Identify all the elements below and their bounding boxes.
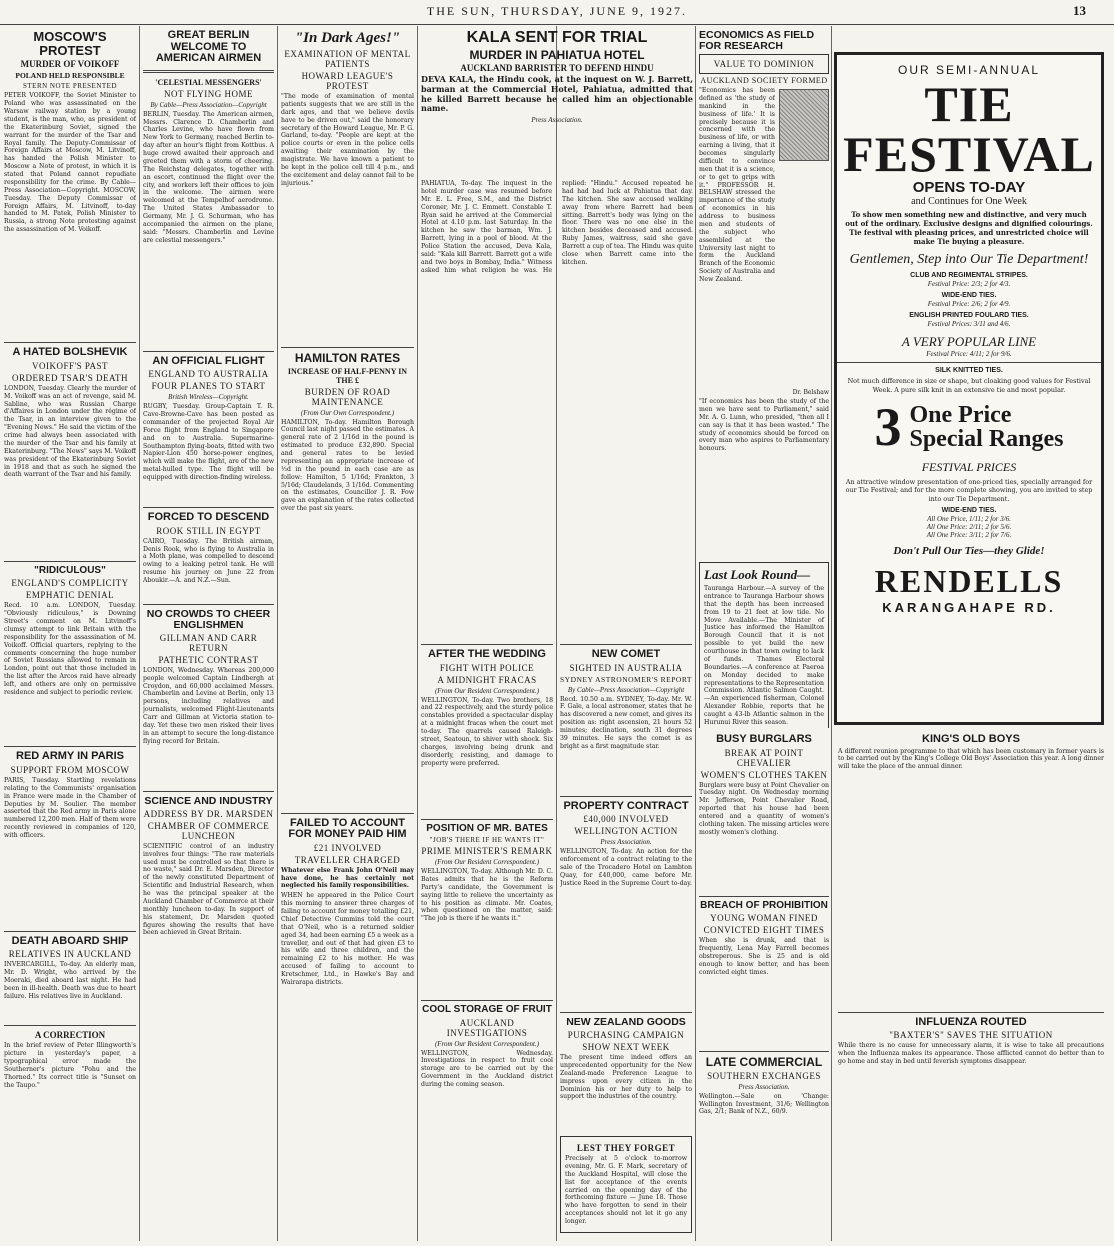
headline-ridiculous: "RIDICULOUS" — [34, 564, 106, 576]
column-rule — [277, 26, 278, 1241]
headline-late-commercial: LATE COMMERCIAL — [705, 1055, 823, 1070]
article-body: PAHIATUA, To-day. The inquest in the hotel murder case was resumed before Mr. E. L. Free, S.M., and the District Coroner, Mr. J. C. Emmett. Constable T. Ryan said he arrived at the Commercial Hotel at 4.10 p.m. last Saturday. In the kitchen he saw the barman, Wm. J. Barrett, lying in a pool of blood. At the Police Station the accused, Deva Kala, said: "Kala kill Barrett. Barrett got a wife and two boys in Bombay, India." Witness asked him what religion he was. He replied: "Hindu." Accused repeated he had had bad luck at Pahiatua that day. The kitchen. She saw accused walking away from where Barrett had been sitting. Barrett's body was lying on the floor. There was no one else in the kitchen besides deceased and accused. Ruby James, waitress, said she gave Barrett a cup of tea. The Hindu was quite close when Barrett came into the kitchen. — [421, 180, 693, 274]
lower-right-right-col — [838, 732, 1104, 1240]
subhead: VALUE TO DOMINION — [713, 59, 815, 70]
box-body: Tauranga Harbour.—A survey of the entrance to Tauranga Harbour shows that the depth has been increased from 19 to 21 feet at low tide. No Move Available.—The Minister of Justice has informed the Hamilton Borough Council that it is not possible to yet build the new courthouse in that town owing to lack of funds. Thames Electoral Boundaries.—A conference at Paeroa on Monday decided to make representations to the Representation Commission. Atlantic Salmon Caught.—An experienced fisherman, Colonel Alexander Robbie, reports that he caught a 43-lb Atlantic salmon in the Hurunui River this season. — [704, 585, 824, 726]
divider — [281, 813, 414, 814]
ad-body: Not much difference in size or shape, but cloaking good values for Festival Week. A pure silk knit in an extensive tie and most popular. — [847, 377, 1091, 394]
ad-price: Festival Price: 2/6; 2 for 4/9. — [927, 300, 1011, 309]
divider — [560, 644, 692, 645]
divider — [421, 644, 553, 645]
byline: (From Our Resident Correspondent.) — [434, 1039, 540, 1048]
column-rule — [139, 26, 140, 1241]
subhead: SYDNEY ASTRONOMER'S REPORT — [560, 674, 692, 684]
column-5-lower — [560, 640, 692, 1240]
ad-slogan: Don't Pull Our Ties—they Glide! — [893, 545, 1045, 558]
masthead-title: THE SUN, THURSDAY, JUNE 9, 1927. — [426, 4, 688, 18]
column-1 — [4, 28, 136, 1242]
headline-hamilton-rates: HAMILTON RATES — [294, 351, 401, 365]
ad-heading: OUR SEMI-ANNUAL — [897, 63, 1040, 77]
divider — [143, 70, 274, 73]
headline-no-crowds: NO CROWDS TO CHEER ENGLISHMEN — [146, 607, 271, 631]
divider — [421, 1000, 553, 1001]
subhead: VOIKOFF'S PAST — [31, 360, 109, 371]
headline-death-aboard-ship: DEATH ABOARD SHIP — [11, 934, 129, 947]
ad-special-ranges: Special Ranges — [909, 426, 1064, 453]
subhead: CHAMBER OF COMMERCE LUNCHEON — [147, 820, 270, 841]
ad-price: Festival Price: 2/3; 2 for 4/3. — [927, 280, 1011, 289]
subhead: HOWARD LEAGUE'S PROTEST — [301, 71, 394, 91]
article-lead: DEVA KALA, the Hindu cook, at the inquest on W. J. Barrett, barman at the Commercial Hotel, Pahiatua, admitted that he killed Barrett because he called him an objectionable name. — [421, 74, 693, 114]
headline-berlin-welcome: GREAT BERLIN WELCOME TO AMERICAN AIRMEN — [155, 29, 262, 65]
article-body: "Economics has been defined as 'the study of mankind in the business of life.' It is precisely because it is concerned with the business of life, or with earning a living, that it becomes singularly difficult to convince men that it is a science, or to get to grips with it." PROFESSOR H. BELSHAW stressed the importance of the study of economics in his address to business men and students of the subject who assembled at the University last night to form the Auckland Branch of the Economic Society of Australia and New Zealand. — [699, 87, 775, 284]
subhead: ENGLAND TO AUSTRALIA — [148, 369, 269, 380]
column-6 — [699, 28, 829, 728]
divider — [4, 931, 136, 932]
subhead: YOUNG WOMAN FINED — [710, 913, 818, 924]
ad-price: All One Price, 1/11; 2 for 3/6. — [927, 515, 1011, 524]
subhead: PATHETIC CONTRAST — [158, 654, 259, 665]
byline: (From Our Resident Correspondent.) — [434, 858, 540, 867]
headline-kings-old-boys: KING'S OLD BOYS — [922, 733, 1020, 745]
subhead: AUCKLAND INVESTIGATIONS — [446, 1017, 528, 1038]
ad-subtitle: OPENS TO-DAY — [912, 179, 1026, 196]
headline-dark-ages: "In Dark Ages!" — [294, 30, 401, 46]
subhead: £21 INVOLVED — [313, 842, 382, 853]
headline-hated-bolshevik: A HATED BOLSHEVIK — [12, 346, 128, 359]
article-body: WELLINGTON, To-day. Two brothers, 18 and 22 respectively, and the sturdy police constables provided a spectacular display at a midnight fracas when the court met to-day. The quarrels caused Raleigh-street, Seatoun, to shiver with shock. Six charges, involving being drunk and disorderly, resisting, and damage to property were preferred. — [421, 696, 553, 767]
subhead: ORDERED TSAR'S DEATH — [12, 372, 128, 383]
subhead: BREAK AT POINT CHEVALIER — [724, 747, 804, 768]
subhead: ENGLAND'S COMPLICITY — [11, 578, 129, 589]
headline-kala-sent-for-trial: KALA SENT FOR TRIAL — [466, 29, 648, 46]
portrait-image — [779, 89, 829, 161]
divider — [4, 561, 136, 562]
headline-correction: A CORRECTION — [34, 1030, 106, 1041]
subhead: FIGHT WITH POLICE — [439, 662, 535, 673]
headline-forced-to-descend: FORCED TO DESCEND — [147, 511, 270, 524]
subhead: BURDEN OF ROAD MAINTENANCE — [304, 386, 391, 407]
byline: (From Our Resident Correspondent.) — [434, 686, 540, 695]
masthead — [0, 0, 1114, 25]
subhead: SIGHTED IN AUSTRALIA — [569, 662, 683, 673]
article-body: PETER VOIKOFF, the Soviet Minister to Poland who was assassinated on the Warsaw railway station by a young student, is the man, who, as president of the Ekaterinburg Soviet, signed the warrant for the murder of the Tsar and Royal family. The Deputy-Commissar of Foreign Affairs at Moscow, M. Litvinoff, has handed the Polish Minister to Moscow a Note of protest, in which it is stated that Poland cannot repudiate responsibility for the crime. By Cable—Press Association—Copyright. MOSCOW, Tuesday. The Deputy Commissar of Foreign Affairs, M. Litvinoff, to-day handed to M. Patek, Polish Minister to Russia, a strong Note protesting against the assassination of M. Voikoff. — [4, 92, 136, 234]
article-body: WELLINGTON, Wednesday. Investigations in respect to fruit cool storage are to be carried out by the Government in the Auckland district during the coming season. — [421, 1049, 553, 1089]
subhead: NOT FLYING HOME — [164, 88, 253, 99]
subhead: A MIDNIGHT FRACAS — [437, 674, 537, 685]
ad-price: All One Price: 2/11; 2 for 5/6. — [926, 523, 1012, 532]
kala-body — [421, 178, 693, 638]
byline: Press Association. — [600, 838, 652, 847]
subhead: "BAXTER'S" SAVES THE SITUATION — [889, 1030, 1053, 1041]
subhead: PRIME MINISTER'S REMARK — [421, 846, 553, 857]
article-body: HAMILTON, To-day. Hamilton Borough Council last night passed the estimates. A general rate of 2 1/16d in the pound is estimated to produce £32,890. Special and general rates to be levied representing an appropriate increase of ½d in the pound in each case are as follow: Hamilton, 5 1/16d; Frankton, 3 5/16d; Claudelands, 3 1/16d. Commenting on the estimates, Councillor J. R. Fow gave an explanation of the rates collected over the past six years. — [281, 418, 414, 513]
subhead: CONVICTED EIGHT TIMES — [703, 925, 825, 936]
ad-price: Festival Prices: 3/11 and 4/6. — [927, 320, 1011, 329]
ad-subtitle: and Continues for One Week — [911, 196, 1027, 207]
article-body: CAIRO, Tuesday. The British airman, Denis Rook, who is flying to Australia in a Moth plane, was compelled to descend owing to a leaking petrol tank. He will resume his journey on June 22 from Aboukir.—A. and N.Z.—Sun. — [143, 537, 274, 585]
ad-section-title: WIDE-END TIES. — [941, 507, 997, 515]
headline-moscow-protest: MOSCOW'S PROTEST — [33, 29, 107, 58]
article-body: LONDON, Tuesday. Clearly the murder of M. Voikoff was an act of revenge, said M. Sabline, who was Russian Charge d'Affaires in London under the régime of the Tsar, in an interview given to the "Evening News." He said the victim of the crime had always been associated with the murder of the Tsar and his family at Ekaterinburg. "The News" says M. Voikoff was president of the Ekaterinburg Soviet in 1918 and that as such he signed the death warrant of the Tsar and his family. — [4, 384, 136, 479]
article-body: BERLIN, Tuesday. The American airmen, Messrs. Clarence D. Chamberlin and Charles Levine, who have flown from New York to Germany, reached Berlin to-day after an hour's flight from Kottbus. A huge crowd awaited their approach and greeted them with a storm of cheering. The Reichstag delegates, together with an escort, continued the flight over the city, and workers left their offices to join in the welcome. The airmen were welcomed at the Tempelhof aerodrome. The United States Ambassador to Germany, Mr. J. G. Schurman, who has accompanied the airmen on the plane, said: "Messrs. Chamberlin and Levine are celestial messengers." — [143, 110, 274, 244]
column-rule — [417, 26, 418, 1241]
ad-price: All One Price: 3/11; 2 for 7/6. — [926, 531, 1012, 540]
article-body: WELLINGTON, To-day. Although Mr. D. C. Bates admits that he is the Reform Party's candidate, the Government is saying little to relieve the uncertainty as to his position as climate. Mr. Coates, when questioned on the matter, said: "The job is there if he wants it." — [421, 868, 553, 923]
article-body: RUGBY, Tuesday. Group-Captain T. R. Cave-Browne-Cave has been posted as commander of the projected Royal Air Force flight from England to Singapore and on to Australia. Supermarine-Southampton flying-boats, fitted with two Napier-Lion 450 horse-power engines, which will make the flight, are of the new metal-hulled type. The flight will be equipped with direction-finding wireless. — [143, 403, 274, 482]
divider — [4, 746, 136, 747]
subhead: MURDER OF VOIKOFF — [20, 59, 120, 70]
article-body: The present time indeed offers an unprecedented opportunity for the New Zealand-made Preference League to impress upon every citizen in the Dominion his or her duty to help to support the industries of the country. — [560, 1054, 692, 1101]
kala-header — [421, 28, 693, 178]
ad-intro: To show men something new and distinctive, and very much out of the ordinary. Exclusive designs and dignified colourings. Tie festival with pleasing prices, and unrestricted choice will make Tie buying a pleasure. — [845, 210, 1093, 247]
subhead: ROOK STILL IN EGYPT — [156, 525, 261, 536]
article-body: PARIS, Tuesday. Startling revelations relating to the Communists' organisation in France were made in the Chamber of Deputies by M. Soulier. The member asserted that the Red army in Paris alone numbered 12,200 men. Half of them were recently reviewed in companies of 120, with officers. — [4, 776, 136, 839]
article-body: WHEN he appeared in the Police Court this morning to answer three charges of failing to account for money totalling £21, Chief Detective Cummins told the court that O'Neil, who is a returned soldier aged 34, had been earning £5 a week as a traveller, and out of that had given £3 to his wife and three children, and the remaining £2 to his mother. He was accused of failing to account to Kretschmer, Ltd., in Hawke's Bay and Wairarapa districts. — [281, 892, 414, 986]
headline-influenza-routed: INFLUENZA ROUTED — [915, 1015, 1027, 1028]
ad-festival-prices: FESTIVAL PRICES — [921, 460, 1017, 475]
subhead: GILLMAN AND CARR RETURN — [159, 632, 258, 653]
headline-nz-goods: NEW ZEALAND GOODS — [566, 1016, 686, 1029]
headline-red-army: RED ARMY IN PARIS — [16, 750, 124, 763]
divider — [143, 351, 274, 352]
column-rule — [695, 26, 696, 1241]
subhead: SUPPORT FROM MOSCOW — [10, 764, 130, 775]
divider — [143, 604, 274, 605]
subhead: SHOW NEXT WEEK — [582, 1042, 670, 1053]
subhead: RELATIVES IN AUCKLAND — [8, 949, 132, 960]
subhead: "JOB'S THERE IF HE WANTS IT" — [429, 836, 545, 845]
article-body: Recd. 10.50 a.m. SYDNEY, To-day. Mr. W. F. Gale, a local astronomer, states that he has discovered a new comet, and gives its position as: right ascension, 21 hours 52 minutes; declination, south 31 degrees 39 minutes. He says the comet is as bright as a first magnitude star. — [560, 695, 692, 750]
headline-economics: ECONOMICS AS FIELD FOR RESEARCH — [699, 29, 815, 53]
divider — [143, 507, 274, 508]
headline-new-comet: NEW COMET — [591, 648, 661, 660]
column-rule — [831, 26, 832, 1241]
ad-address: KARANGAHAPE RD. — [882, 600, 1056, 616]
article-body: While there is no cause for unnecessary alarm, it is wise to take all precautions when the Influenza makes its appearance. Those afflicted cannot do better than to go home and stay in bed until feverish symptoms disappear. — [838, 1042, 1104, 1065]
article-lead: Whatever else Frank John O'Neil may have done, he has certainly not neglected his family responsibilities. — [281, 866, 414, 890]
box-body: Precisely at 5 o'clock to-morrow evening, Mr. G. F. Mark, secretary of the Auckland Hospital, will close the list for acceptance of the events carried on the opening day of the forthcoming fixture — June 18. Those who have forgotten to send in their acceptances should not let it go any longer. — [565, 1155, 687, 1226]
headline-after-the-wedding: AFTER THE WEDDING — [428, 648, 546, 660]
subhead: AUCKLAND BARRISTER TO DEFEND HINDU — [460, 63, 654, 74]
subhead: POLAND HELD RESPONSIBLE — [15, 71, 125, 81]
headline-cool-storage: COOL STORAGE OF FRUIT — [422, 1004, 552, 1016]
ad-popular-line: A VERY POPULAR LINE — [901, 334, 1037, 350]
ad-store-name: RENDELLS — [874, 563, 1064, 600]
article-body: In the brief review of Peter Illingworth's picture in yesterday's paper, a typographical error made the Southerner's picture "Pohu and the Thorned." Its correct title is "Sunset on the Taupo." — [4, 1042, 136, 1089]
article-body: WELLINGTON, To-day. An action for the enforcement of a contract relating to the sale of the Trocadero Hotel on Lambton Quay, for £40,000, came before Mr. Justice Reed in the Supreme Court to-day. — [560, 848, 692, 887]
page-number: 13 — [1073, 3, 1086, 18]
subhead: EXAMINATION OF MENTAL PATIENTS — [284, 49, 411, 69]
divider — [4, 342, 136, 343]
ad-body: An attractive window presentation of one-priced ties, specially arranged for our Tie Festival; and for the more complete showing, you are invited to step into our Tie Department. — [845, 478, 1093, 503]
ad-big-number: 3 — [874, 397, 902, 458]
subhead: 'CELESTIAL MESSENGERS' — [155, 77, 262, 87]
byline: By Cable—Press Association—Copyright — [567, 685, 685, 694]
divider — [143, 791, 274, 792]
lest-they-forget-box — [560, 1136, 692, 1233]
column-4-lower — [421, 640, 553, 1240]
column-2 — [143, 28, 274, 1242]
article-body: INVERCARGILL, To-day. An elderly man, Mr. D. Wright, who arrived by the Moeraki, died aboard last night. He had been in ill-health. Death was due to heart failure. His relatives live in Auckland. — [4, 961, 136, 1000]
lower-right-left-col — [699, 732, 829, 1240]
rendells-tie-festival-ad — [834, 52, 1104, 725]
article-body: When she is drunk, and that is frequently, Lena May Farrell becomes obstreperous. She is 25 and is old enough to know better, and has been convicted eight times. — [699, 937, 829, 976]
headline-property-contract: PROPERTY CONTRACT — [563, 799, 689, 812]
divider — [699, 896, 829, 897]
subhead: SOUTHERN EXCHANGES — [707, 1070, 821, 1081]
one-price-ranges — [837, 397, 1101, 458]
byline: (From Our Own Correspondent.) — [300, 408, 395, 417]
divider — [560, 796, 692, 797]
byline: Press Association. — [738, 1082, 790, 1091]
byline: By Cable—Press Association—Copyright — [150, 100, 267, 109]
subhead: EMPHATIC DENIAL — [25, 590, 115, 601]
article-body: A different reunion programme to that which has been customary in former years is to be carried out by the King's College Old Boys' Association this year. A long dinner will take the place of the annual dinner. — [838, 747, 1104, 771]
article-body: Burglars were busy at Point Chevalier on Tuesday night. On Wednesday morning Mr. Jefferson, Point Chevalier Road, reported that his house had been entered and a quantity of women's clothing taken. The missing articles were mostly women's clothing. — [699, 781, 829, 836]
ad-price: Festival Price: 4/11; 2 for 9/6. — [926, 350, 1012, 359]
divider — [421, 819, 553, 820]
article-body: LONDON, Wednesday. Whereas 200,000 people welcomed Captain Lindbergh at Croydon, and 60,000 acclaimed Messrs. Chamberlin and Levine at Berlin, only 13 persons, including relatives and journalists, welcomed Flight-Lieutenants Carr and Gillman at Victoria station to-day. Yet these two men risked their lives in an attempt to secure the long-distance flying record for Britain. — [143, 666, 274, 745]
divider — [838, 1012, 1104, 1013]
subhead: PURCHASING CAMPAIGN — [567, 1030, 685, 1041]
subhead: WELLINGTON ACTION — [574, 826, 678, 837]
subhead: INCREASE OF HALF-PENNY IN THE £ — [287, 366, 408, 385]
subhead: £40,000 INVOLVED — [583, 814, 669, 825]
headline-failed-to-account: FAILED TO ACCOUNT FOR MONEY PAID HIM — [288, 816, 407, 841]
ad-welcome: Gentlemen, Step into Our Tie Department! — [849, 252, 1089, 268]
headline-official-flight: AN OFFICIAL FLIGHT — [152, 354, 265, 367]
box-title: LEST THEY FORGET — [576, 1143, 676, 1154]
ad-section-title: WIDE-END TIES. — [941, 292, 997, 300]
column-3 — [281, 28, 414, 1242]
byline: British Wireless—Copyright. — [168, 393, 249, 402]
article-body: Recd. 10 a.m. LONDON, Tuesday. "Obviously ridiculous," is Downing Street's comment on M. Litvinoff's clumsy attempt to link Britain with the responsibility for the assassination of M. Voikoff. Official quarters, replying to the comments concerning the huge number of Soviet Russians allowed to remain in London, point out that those included in the list after the Arcos raid have already left, and others are only on permissive residence and subject to periodic review. — [4, 602, 136, 696]
divider — [4, 1025, 136, 1026]
article-body: Wellington.—Sale on 'Change: Wellington Investment, 31/6; Wellington Gas, 2/1; Bank of N.Z., 60/9. — [699, 1092, 829, 1116]
subhead: TRAVELLER CHARGED — [294, 854, 401, 865]
ad-section-title: SILK KNITTED TIES. — [935, 367, 1003, 375]
subhead: FOUR PLANES TO START — [151, 381, 266, 392]
headline-science-industry: SCIENCE AND INDUSTRY — [144, 794, 273, 807]
divider — [281, 347, 414, 348]
headline-busy-burglars: BUSY BURGLARS — [716, 733, 812, 745]
subhead: MURDER IN PAHIATUA HOTEL — [469, 47, 645, 62]
subhead: STERN NOTE PRESENTED — [23, 82, 117, 91]
subhead: AUCKLAND SOCIETY FORMED — [700, 76, 828, 86]
article-body: SCIENTIFIC control of an industry involves four things: "The raw materials used must be controlled so that there is no waste," said Dr. E. Marsden, Director of the newly constituted Department of Scientific and Industrial Research, when he was the principal speaker at the Auckland Chamber of Commerce at their monthly luncheon to-day. In support of his statement, Dr. Marsden quoted figures showing the results that have been achieved in Great Britain. — [143, 842, 274, 937]
headline-breach-prohibition: BREACH OF PROHIBITION — [700, 899, 828, 911]
article-body: "The mode of examination of mental patients suggests that we are still in the dark ages, and that we believe devils have to be driven out," said the honorary secretary of the Howard League, Mr. P. G. Garland, to-day. "People are kept at the police courts or even in the police cells awaiting their examination by the magistrate. We have known a patient to be kept in the police cell till 4 p.m., and the excitement and delay cannot fail to be injurious." — [281, 93, 414, 187]
article-body: "If economics has been the study of the men we have sent to Parliament," said Mr. A. G. Lunn, who presided, "then all I can say is that it has been wasted." The study of economics should be forced on every man who aspires to Parliamentary honours. — [699, 398, 829, 453]
divider — [560, 1012, 692, 1013]
ad-one-price: One Price — [909, 402, 1012, 429]
divider — [837, 362, 1101, 363]
ad-section-title: ENGLISH PRINTED FOULARD TIES. — [909, 312, 1029, 320]
subhead: ADDRESS BY DR. MARSDEN — [143, 808, 274, 819]
subhead: WOMEN'S CLOTHES TAKEN — [700, 769, 828, 780]
subhead-box — [699, 54, 829, 74]
last-look-round-box — [699, 562, 829, 728]
headline-position-of-mr-bates: POSITION OF MR. BATES — [426, 822, 548, 834]
portrait-caption: Dr. Belshaw — [792, 389, 829, 397]
ad-title: TIE FESTIVAL — [843, 76, 1095, 182]
byline: Press Association. — [531, 115, 583, 124]
divider — [699, 1051, 829, 1052]
box-title: Last Look Round— — [704, 567, 811, 583]
ad-section-title: CLUB AND REGIMENTAL STRIPES. — [910, 272, 1028, 280]
